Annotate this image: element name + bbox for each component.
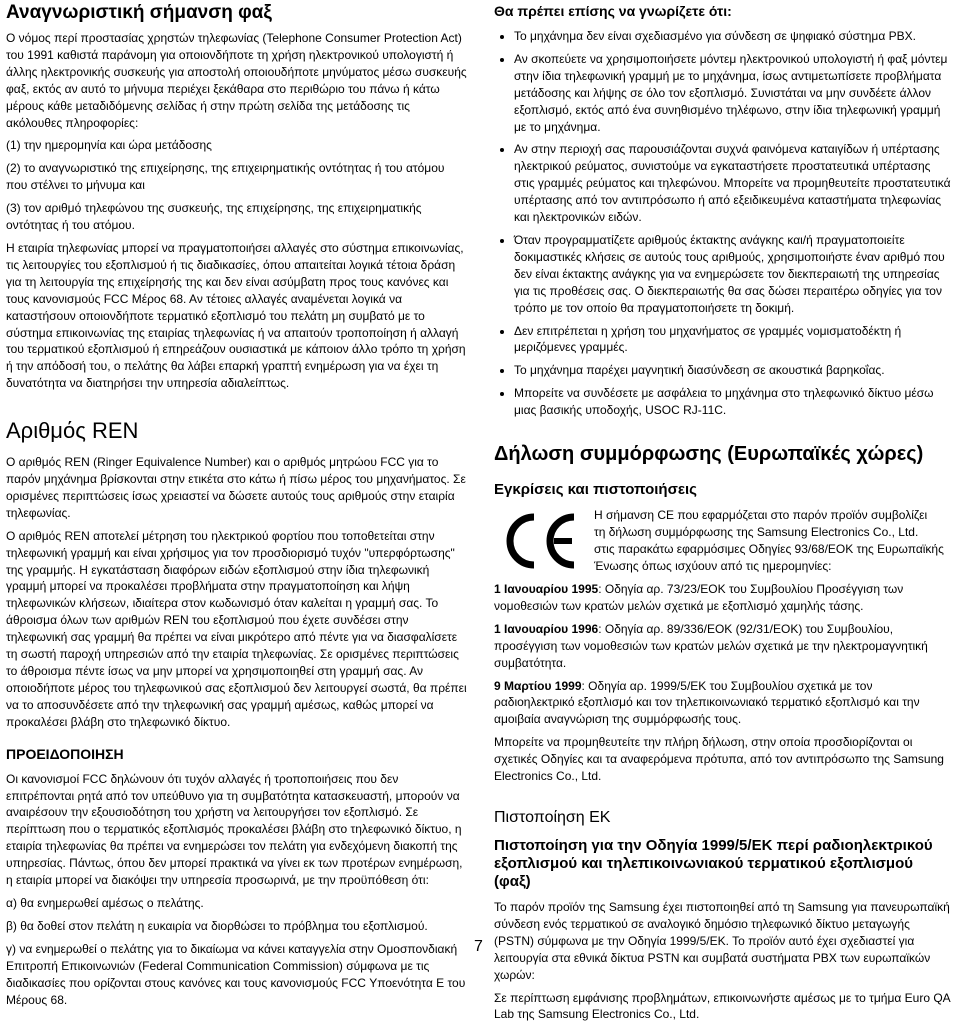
page-number: 7 xyxy=(474,938,483,955)
directive-1999 xyxy=(494,678,952,729)
ce-line: τη δήλωση συμμόρφωσης της Samsung Electronics Co., Ltd. xyxy=(594,524,919,539)
know-title: Θα πρέπει επίσης να γνωρίζετε ότι: xyxy=(494,3,732,19)
certification-paragraph-2: Σε περίπτωση εμφάνισης προβλημάτων, επικοινωνήστε αμέσως με το τμήμα Euro QA Lab της Samsung Electronics Co., Ltd. xyxy=(494,990,951,1022)
full-declaration-paragraph: Μπορείτε να προμηθευτείτε την πλήρη δήλωση, στην οποία προσδιορίζονται οι σχετικές Οδηγίες και τα αναφερόμενα πρότυπα, από τον αντιπρόσωπο της Samsung Electronics Co., Ltd. xyxy=(494,735,944,784)
directive-text: : Οδηγία αρ. 1999/5/ΕΚ του Συμβουλίου σχετικά με τον ραδιοηλεκτρικό εξοπλισμό και τον τηλεπικοινωνιακό τερματικό εξοπλισμό και την αμοιβαία αναγνώριση της συμμόρφωσής τους. xyxy=(494,678,920,727)
section-title-fax-id: Αναγνωριστική σήμανση φαξ xyxy=(6,2,272,23)
list-item: (1) την ημερομηνία και ώρα μετάδοσης xyxy=(6,138,212,153)
list-item: • Αν στην περιοχή σας παρουσιάζονται συχνά φαινόμενα καταιγίδων ή υπέρτασης ηλεκτρικού ρεύματος, συνιστούμε να εγκαταστήσετε προστατευτικά υπέρτασης στις γραμμές ρεύματος και τηλεφώνου. Μπορείτε να προμηθευτείτε προστατευτικά υπέρτασης από τον αντιπρόσωπο ή από εξειδικευμένα καταστήματα τηλεφωνίας και ηλεκτρονικών ειδών. xyxy=(514,141,952,226)
ce-statement xyxy=(594,507,944,575)
certification-paragraph-1: Το παρόν προϊόν της Samsung έχει πιστοποιηθεί από τη Samsung για πανευρωπαϊκή σύνδεση ενός τερματικού σε αναλογικό δημόσιο τηλεφωνικό δίκτυο μεταγωγής (PSTN) σύμφωνα με την Οδηγία 1999/5/ΕΚ. Το προϊόν αυτό έχει σχεδιαστεί για λειτουργία στα εθνικά δίκτυα PSTN και συμβατά συστήματα PBX των ευρωπαϊκών χωρών: xyxy=(494,900,950,982)
directive-date: 9 Μαρτίου 1999 xyxy=(494,678,582,693)
directive-certification-title: Πιστοποίηση για την Οδηγία 1999/5/ΕΚ περί ραδιοηλεκτρικού εξοπλισμού και τηλεπικοινωνιακού τερματικού εξοπλισμού (φαξ) xyxy=(494,837,933,890)
list-item: (2) το αναγνωριστικό της επιχείρησης, της επιχειρηματικής οντότητας ή του ατόμου που στέλνει το μήνυμα και xyxy=(6,161,445,193)
ce-line: Η σήμανση CE που εφαρμόζεται στο παρόν προϊόν συμβολίζει xyxy=(594,508,928,523)
directive-text: : Οδηγία αρ. 89/336/ΕΟΚ (92/31/ΕΟΚ) του Συμβουλίου, προσέγγιση των νομοθεσιών των κρατών μελών σχετικά με την ηλεκτρομαγνητική συμβατότητα. xyxy=(494,621,928,670)
intro-paragraph: Ο νόμος περί προστασίας χρηστών τηλεφωνίας (Telephone Consumer Protection Act) του 1991 καθιστά παράνομη για οποιονδήποτε τη χρήση ηλεκτρονικού υπολογιστή ή άλλης ηλεκτρονικής συσκευής για αποστολή οποιουδήποτε μηνύματος μέσω συσκευής φαξ, εκτός αν αυτό το μήνυμα περιέχει ξεκάθαρα στο περιθώριο του πάνω ή κάτω μέρους κάθε μεταδιδόμενης σελίδας ή στην πρώτη σελίδα της μετάδοσης τις ακόλουθες πληροφορίες: xyxy=(6,31,467,130)
right-column xyxy=(494,0,952,1029)
directive-date: 1 Ιανουαρίου 1996 xyxy=(494,621,599,636)
notes-list xyxy=(494,28,952,419)
directive-1996 xyxy=(494,621,952,672)
list-item: • Αν σκοπεύετε να χρησιμοποιήσετε μόντεμ ηλεκτρονικού υπολογιστή ή φαξ μόντεμ στην ίδια τηλεφωνική γραμμή με το μηχάνημα, ίσως αντιμετωπίσετε προβλήματα μετάδοσης και λήψης σε όλο τον εξοπλισμό. Συνιστάται να μην συνδέετε άλλον εξοπλισμό, εκτός από ένα συνηθισμένο τηλέφωνο, στην ίδια τηλεφωνική γραμμή με το μηχάνημα. xyxy=(514,51,952,136)
warning-title: ΠΡΟΕΙΔΟΠΟΙΗΣΗ xyxy=(6,745,124,762)
warning-item-b: β) θα δοθεί στον πελάτη η ευκαιρία να διορθώσει το πρόβλημα του εξοπλισμού. xyxy=(6,918,428,933)
approvals-title: Εγκρίσεις και πιστοποιήσεις xyxy=(494,481,697,499)
list-item: • Το μηχάνημα παρέχει μαγνητική διασύνδεση σε ακουστικά βαρηκοΐας. xyxy=(514,362,952,379)
company-paragraph: Η εταιρία τηλεφωνίας μπορεί να πραγματοποιήσει αλλαγές στο σύστημα επικοινωνίας, τις λειτουργίες του εξοπλισμού ή τις διαδικασίες, όπου απαιτείται λογικά τέτοια δράση για τη λειτουργία της επιχείρησής της και δεν είναι ασύμβατη προς τους κανόνες και τους κανονισμούς FCC Μέρος 68. Αν τέτοιες αλλαγές αναμένεται λογικά να καταστήσουν οποιονδήποτε τερματικό εξοπλισμό του πελάτη μη συμβατό με το σύστημα επικοινωνίας της εταιρίας τηλεφωνίας ή να απαιτούν τροποποίηση ή αλλαγή του τερματικού εξοπλισμού ή επηρεάζουν ουσιαστικά με κάποιον άλλο τρόπο τη χρήση ή την απόδοσή του, ο πελάτης θα λάβει επαρκή γραπτή ενημέρωση για να έχει τη δυνατότητα να διατηρήσει την υπηρεσία αδιαλείπτως. xyxy=(6,240,466,391)
list-item: • Το μηχάνημα δεν είναι σχεδιασμένο για σύνδεση σε ψηφιακό σύστημα PBX. xyxy=(514,28,952,45)
ce-line: στις παρακάτω εφαρμόσιμες Οδηγίες 93/68/ΕΟΚ της Ευρωπαϊκής xyxy=(594,541,944,556)
ce-block xyxy=(494,507,952,575)
ce-line: Ένωσης όπως ισχύουν από τις ημερομηνίες: xyxy=(594,558,832,573)
warning-item-c: γ) να ενημερωθεί ο πελάτης για το δικαίωμα να κάνει καταγγελία στην Ομοσπονδιακή Επιτροπή Επικοινωνιών (Federal Communication Commission) σύμφωνα με τις διαδικασίες που ορίζονται στους κανόνες και τους κανονισμούς FCC Υποενότητα Ε του Μέρους 68. xyxy=(6,941,466,1007)
directive-1995 xyxy=(494,581,952,615)
warning-item-a: α) θα ενημερωθεί αμέσως ο πελάτης. xyxy=(6,895,204,910)
ren-paragraph-2: Ο αριθμός REN αποτελεί μέτρηση του ηλεκτρικού φορτίου που τοποθετείται στην τηλεφωνική γραμμή και είναι χρήσιμος για τον προσδιορισμό τυχόν "υπερφόρτωσης" της γραμμής. Η εγκατάσταση διαφόρων ειδών εξοπλισμού στην ίδια τηλεφωνική γραμμή μπορεί να προκαλέσει προβλήματα στην πραγματοποίηση και λήψη τηλεφωνικών κλήσεων, ιδιαίτερα στον κωδωνισμό όταν καλείται η γραμμή σας. Το άθροισμα όλων των αριθμών REN του εξοπλισμού που έχετε συνδέσει στην τηλεφωνική σας γραμμή θα πρέπει να είναι μικρότερο από πέντε για να διασφαλίσετε τη σωστή παροχή υπηρεσιών από την εταιρία τηλεφωνίας. Σε ορισμένες περιπτώσεις το άθροισμα πέντε ίσως να μην μπορεί να χρησιμοποιηθεί στη γραμμή σας. Αν οποιοδήποτε μέρος του τηλεφωνικού σας εξοπλισμού δεν λειτουργεί σωστά, θα πρέπει να το αποσυνδέσετε από την τηλεφωνική σας γραμμή αμέσως, καθώς μπορεί να προκαλέσει βλάβη στο τηλεφωνικό δίκτυο. xyxy=(6,528,467,729)
list-item: (3) τον αριθμό τηλεφώνου της συσκευής, της επιχείρησης, της επιχειρηματικής οντότητας ή του ατόμου. xyxy=(6,201,422,233)
ren-paragraph-1: Ο αριθμός REN (Ringer Equivalence Number) και ο αριθμός μητρώου FCC για το παρόν μηχάνημα βρίσκονται στην ετικέτα στο κάτω ή πίσω μέρος του μηχανήματος. Σε ορισμένες περιπτώσεις ίσως χρειαστεί να δώσετε αυτούς τους αριθμούς στην εταιρία τηλεφωνίας. xyxy=(6,455,466,520)
directive-date: 1 Ιανουαρίου 1995 xyxy=(494,582,599,597)
directive-text: : Οδηγία αρ. 73/23/ΕΟΚ του Συμβουλίου Προσέγγιση των νομοθεσιών των κρατών μελών σχετικά με εξοπλισμό χαμηλής τάσης. xyxy=(494,582,904,613)
warning-paragraph: Οι κανονισμοί FCC δηλώνουν ότι τυχόν αλλαγές ή τροποποιήσεις που δεν επιτρέπονται ρητά από τον υπεύθυνο για τη συμβατότητα κατασκευαστή, μπορούν να αναιρέσουν την εξουσιοδότηση του χρήστη να λειτουργήσει τον εξοπλισμό. Σε περίπτωση που ο τερματικός εξοπλισμός προκαλέσει βλάβη στο τηλεφωνικό δίκτυο, η εταιρία τηλεφωνίας θα πρέπει να ενημερώσει τον πελάτη για ενδεχόμενη διακοπή της υπηρεσίας. Πάντως, όπου δεν μπορεί πρακτικά να γίνει εκ των προτέρων ενημέρωση, η εταιρία μπορεί να διακόψει την υπηρεσία προσωρινά, με την προϋπόθεση ότι: xyxy=(6,771,463,888)
section-title-eu-declaration: Δήλωση συμμόρφωσης (Ευρωπαϊκές χώρες) xyxy=(494,443,924,466)
list-item: • Μπορείτε να συνδέσετε με ασφάλεια το μηχάνημα στο τηλεφωνικό δίκτυο μέσω μιας βασικής υποδοχής, USOC RJ-11C. xyxy=(514,385,952,419)
list-item: • Δεν επιτρέπεται η χρήση του μηχανήματος σε γραμμές νομισματοδέκτη ή μεριζόμενες γραμμές. xyxy=(514,323,952,357)
section-title-ren: Αριθμός REN xyxy=(6,418,139,444)
left-column xyxy=(6,0,468,1014)
ce-mark-icon xyxy=(494,507,584,575)
ek-certification-title: Πιστοποίηση ΕΚ xyxy=(494,809,611,826)
list-item: • Όταν προγραμματίζετε αριθμούς έκτακτης ανάγκης και/ή πραγματοποιείτε δοκιμαστικές κλήσεις σε αυτούς τους αριθμούς, χρησιμοποιήστε έναν αριθμό που δεν είναι έκτακτης ανάγκης για να ενημερώσετε τον διεκπεραιωτή της υπηρεσίας για τις προθέσεις σας. Ο διεκπεραιωτής θα σας δώσει περαιτέρω οδηγίες για τον τρόπο με τον οποίο θα πραγματοποιήσετε τη δοκιμή. xyxy=(514,232,952,317)
